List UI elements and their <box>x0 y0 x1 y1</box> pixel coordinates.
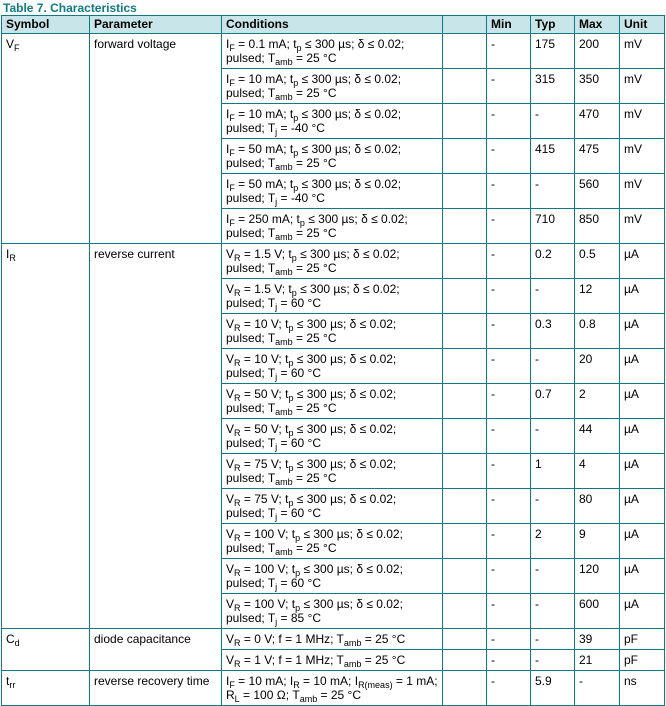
cell-blank <box>443 104 487 139</box>
cell-unit: µA <box>620 314 665 349</box>
cell-typ: 175 <box>531 34 575 69</box>
cell-min: - <box>487 489 531 524</box>
cell-min: - <box>487 104 531 139</box>
cell-max: 9 <box>575 524 620 559</box>
cell-unit: mV <box>620 139 665 174</box>
cell-blank <box>443 209 487 244</box>
cell-parameter: diode capacitance <box>90 629 222 671</box>
cell-conditions: $V_R = 100$ V; $t_p \le 300$ µs; δ ≤ 0.02; pulsed; $T_{amb} = 25$ °C <box>222 524 443 559</box>
cell-blank <box>443 559 487 594</box>
cell-conditions: $I_F = 10$ mA; $t_p \le 300$ µs; δ ≤ 0.02; pulsed; $T_{amb} = 25$ °C <box>222 69 443 104</box>
cell-max: 600 <box>575 594 620 629</box>
cell-min: - <box>487 559 531 594</box>
cell-unit: µA <box>620 419 665 454</box>
header-max: Max <box>575 16 620 34</box>
cell-blank <box>443 594 487 629</box>
cell-unit: µA <box>620 279 665 314</box>
cell-max: 39 <box>575 629 620 650</box>
cell-conditions: $V_R = 10$ V; $t_p \le 300$ µs; δ ≤ 0.02; pulsed; $T_{amb} = 25$ °C <box>222 314 443 349</box>
cell-blank <box>443 314 487 349</box>
cell-typ: 0.3 <box>531 314 575 349</box>
cell-unit: µA <box>620 594 665 629</box>
cell-parameter: reverse recovery time <box>90 671 222 706</box>
cell-typ: - <box>531 279 575 314</box>
table-row <box>2 671 665 706</box>
cell-min: - <box>487 209 531 244</box>
cell-unit: µA <box>620 244 665 279</box>
cell-min: - <box>487 34 531 69</box>
cell-unit: mV <box>620 209 665 244</box>
cell-conditions: $V_R = 100$ V; $t_p \le 300$ µs; δ ≤ 0.02; pulsed; $T_j = 60$ °C <box>222 559 443 594</box>
header-typ: Typ <box>531 16 575 34</box>
table-body <box>2 34 665 706</box>
header-min: Min <box>487 16 531 34</box>
cell-blank <box>443 489 487 524</box>
cell-typ: - <box>531 559 575 594</box>
cell-unit: mV <box>620 174 665 209</box>
cell-max: 12 <box>575 279 620 314</box>
cell-blank <box>443 279 487 314</box>
table-row <box>2 34 665 69</box>
cell-unit: µA <box>620 384 665 419</box>
cell-unit: ns <box>620 671 665 706</box>
table-row <box>2 629 665 650</box>
cell-conditions: $V_R = 1$ V; f = 1 MHz; $T_{amb} = 25$ °C <box>222 650 443 671</box>
cell-typ: 315 <box>531 69 575 104</box>
cell-unit: mV <box>620 34 665 69</box>
cell-typ: - <box>531 650 575 671</box>
cell-min: - <box>487 594 531 629</box>
cell-unit: pF <box>620 629 665 650</box>
cell-min: - <box>487 244 531 279</box>
cell-max: 20 <box>575 349 620 384</box>
cell-conditions: $V_R = 0$ V; f = 1 MHz; $T_{amb} = 25$ °C <box>222 629 443 650</box>
cell-max: 350 <box>575 69 620 104</box>
cell-conditions: $V_R = 75$ V; $t_p \le 300$ µs; δ ≤ 0.02; pulsed; $T_{amb} = 25$ °C <box>222 454 443 489</box>
header-row <box>2 16 665 34</box>
cell-conditions: $V_R = 1.5$ V; $t_p \le 300$ µs; δ ≤ 0.02; pulsed; $T_{amb} = 25$ °C <box>222 244 443 279</box>
cell-blank <box>443 349 487 384</box>
cell-max: 44 <box>575 419 620 454</box>
cell-unit: mV <box>620 104 665 139</box>
cell-symbol: $t_{rr}$ <box>2 671 90 706</box>
cell-typ: - <box>531 349 575 384</box>
cell-blank <box>443 139 487 174</box>
cell-blank <box>443 174 487 209</box>
cell-blank <box>443 34 487 69</box>
cell-conditions: $I_F = 10$ mA; $t_p \le 300$ µs; δ ≤ 0.02; pulsed; $T_j = -40$ °C <box>222 104 443 139</box>
cell-blank <box>443 629 487 650</box>
cell-max: 2 <box>575 384 620 419</box>
cell-max: - <box>575 671 620 706</box>
cell-blank <box>443 244 487 279</box>
cell-conditions: $I_F = 50$ mA; $t_p \le 300$ µs; δ ≤ 0.02; pulsed; $T_{amb} = 25$ °C <box>222 139 443 174</box>
cell-min: - <box>487 384 531 419</box>
cell-conditions: $V_R = 100$ V; $t_p \le 300$ µs; δ ≤ 0.02; pulsed; $T_j = 85$ °C <box>222 594 443 629</box>
cell-blank <box>443 524 487 559</box>
cell-conditions: $I_F = 10$ mA; $I_R = 10$ mA; $I_{R(meas)} = 1$ mA; $R_L = 100$ Ω; $T_{amb} = 25$ °C <box>222 671 443 706</box>
cell-blank <box>443 454 487 489</box>
header-parameter: Parameter <box>90 16 222 34</box>
cell-max: 21 <box>575 650 620 671</box>
cell-min: - <box>487 279 531 314</box>
cell-typ: 0.7 <box>531 384 575 419</box>
cell-conditions: $I_F = 50$ mA; $t_p \le 300$ µs; δ ≤ 0.02; pulsed; $T_j = -40$ °C <box>222 174 443 209</box>
cell-typ: - <box>531 174 575 209</box>
cell-typ: 415 <box>531 139 575 174</box>
cell-min: - <box>487 650 531 671</box>
cell-blank <box>443 650 487 671</box>
cell-conditions: $V_R = 75$ V; $t_p \le 300$ µs; δ ≤ 0.02; pulsed; $T_j = 60$ °C <box>222 489 443 524</box>
header-symbol: Symbol <box>2 16 90 34</box>
cell-symbol: $I_R$ <box>2 244 90 629</box>
cell-conditions: $I_F = 0.1$ mA; $t_p \le 300$ µs; δ ≤ 0.02; pulsed; $T_{amb} = 25$ °C <box>222 34 443 69</box>
cell-typ: - <box>531 629 575 650</box>
header-blank <box>443 16 487 34</box>
cell-typ: 710 <box>531 209 575 244</box>
cell-min: - <box>487 139 531 174</box>
cell-typ: 2 <box>531 524 575 559</box>
cell-blank <box>443 384 487 419</box>
cell-min: - <box>487 629 531 650</box>
cell-parameter: forward voltage <box>90 34 222 244</box>
cell-unit: mV <box>620 69 665 104</box>
cell-conditions: $I_F = 250$ mA; $t_p \le 300$ µs; δ ≤ 0.02; pulsed; $T_{amb} = 25$ °C <box>222 209 443 244</box>
cell-typ: - <box>531 104 575 139</box>
cell-unit: µA <box>620 559 665 594</box>
cell-max: 200 <box>575 34 620 69</box>
cell-max: 80 <box>575 489 620 524</box>
cell-max: 475 <box>575 139 620 174</box>
cell-typ: - <box>531 489 575 524</box>
cell-unit: µA <box>620 489 665 524</box>
cell-parameter: reverse current <box>90 244 222 629</box>
cell-min: - <box>487 419 531 454</box>
cell-typ: 5.9 <box>531 671 575 706</box>
cell-unit: pF <box>620 650 665 671</box>
cell-max: 120 <box>575 559 620 594</box>
cell-max: 4 <box>575 454 620 489</box>
cell-blank <box>443 671 487 706</box>
cell-max: 560 <box>575 174 620 209</box>
cell-symbol: $V_F$ <box>2 34 90 244</box>
characteristics-table <box>1 15 665 706</box>
cell-typ: 0.2 <box>531 244 575 279</box>
cell-min: - <box>487 349 531 384</box>
cell-blank <box>443 419 487 454</box>
cell-max: 0.5 <box>575 244 620 279</box>
header-unit: Unit <box>620 16 665 34</box>
cell-min: - <box>487 314 531 349</box>
cell-min: - <box>487 454 531 489</box>
cell-min: - <box>487 671 531 706</box>
cell-max: 470 <box>575 104 620 139</box>
cell-unit: µA <box>620 454 665 489</box>
cell-typ: - <box>531 419 575 454</box>
cell-conditions: $V_R = 50$ V; $t_p \le 300$ µs; δ ≤ 0.02; pulsed; $T_j = 60$ °C <box>222 419 443 454</box>
cell-max: 0.8 <box>575 314 620 349</box>
cell-symbol: $C_d$ <box>2 629 90 671</box>
cell-max: 850 <box>575 209 620 244</box>
cell-conditions: $V_R = 1.5$ V; $t_p \le 300$ µs; δ ≤ 0.02; pulsed; $T_j = 60$ °C <box>222 279 443 314</box>
cell-conditions: $V_R = 10$ V; $t_p \le 300$ µs; δ ≤ 0.02; pulsed; $T_j = 60$ °C <box>222 349 443 384</box>
cell-unit: µA <box>620 349 665 384</box>
cell-min: - <box>487 524 531 559</box>
cell-min: - <box>487 69 531 104</box>
cell-blank <box>443 69 487 104</box>
cell-unit: µA <box>620 524 665 559</box>
cell-conditions: $V_R = 50$ V; $t_p \le 300$ µs; δ ≤ 0.02; pulsed; $T_{amb} = 25$ °C <box>222 384 443 419</box>
cell-typ: 1 <box>531 454 575 489</box>
header-conditions: Conditions <box>222 16 443 34</box>
table-row <box>2 244 665 279</box>
cell-typ: - <box>531 594 575 629</box>
cell-min: - <box>487 174 531 209</box>
table-caption: Table 7. Characteristics <box>3 1 137 15</box>
